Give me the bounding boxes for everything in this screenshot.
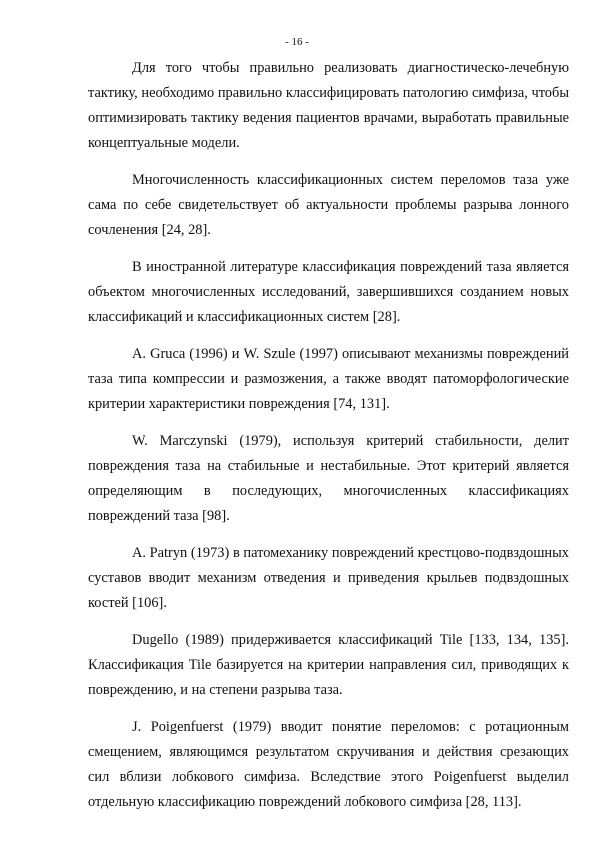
paragraph-gruca-szule: A. Gruca (1996) и W. Szule (1997) описывают механизмы повреждений таза типа компрессии и размозжения, а также вводят патоморфологические критерии характеристики повреждения [74, 131]. xyxy=(88,346,569,412)
paragraph-marczynski: W. Marczynski (1979), используя критерий стабильности, делит повреждения таза на стабильные и нестабильные. Этот критерий является определяющим в последующих, многочисленных классификациях повреждений таза [98]. xyxy=(88,433,569,524)
paragraph-dugello-tile: Dugello (1989) придерживается классификаций Tile [133, 134, 135]. Классификация Tile базируется на критерии направления сил, приводящих к повреждению, и на степени разрыва таза. xyxy=(88,632,569,698)
paragraph-classification-systems: Многочисленность классификационных систем переломов таза уже сама по себе свидетельствует об актуальности проблемы разрыва лонного сочленения [24, 28]. xyxy=(88,172,569,238)
document-body xyxy=(88,56,569,815)
paragraph-poigenfuerst: J. Poigenfuerst (1979) вводит понятие переломов: с ротационным смещением, являющимся результатом скручивания и действия срезающих сил вблизи лобкового симфиза. Вследствие этого Poigenfuerst выделил отдельную классификацию повреждений лобкового симфиза [28, 113]. xyxy=(88,719,569,810)
paragraph-patryn: A. Patryn (1973) в патомеханику повреждений крестцово-подвздошных суставов вводит механизм отведения и приведения крыльев подвздошных костей [106]. xyxy=(88,545,569,611)
paragraph-classification-goal: Для того чтобы правильно реализовать диагностическо-лечебную тактику, необходимо правильно классифицировать патологию симфиза, чтобы оптимизировать тактику ведения пациентов врачами, выработать правильные концептуальные модели. xyxy=(88,60,569,151)
page-number: - 16 - xyxy=(285,36,309,48)
paragraph-foreign-literature: В иностранной литературе классификация повреждений таза является объектом многочисленных исследований, завершившихся созданием новых классификаций и классификационных систем [28]. xyxy=(88,259,569,325)
